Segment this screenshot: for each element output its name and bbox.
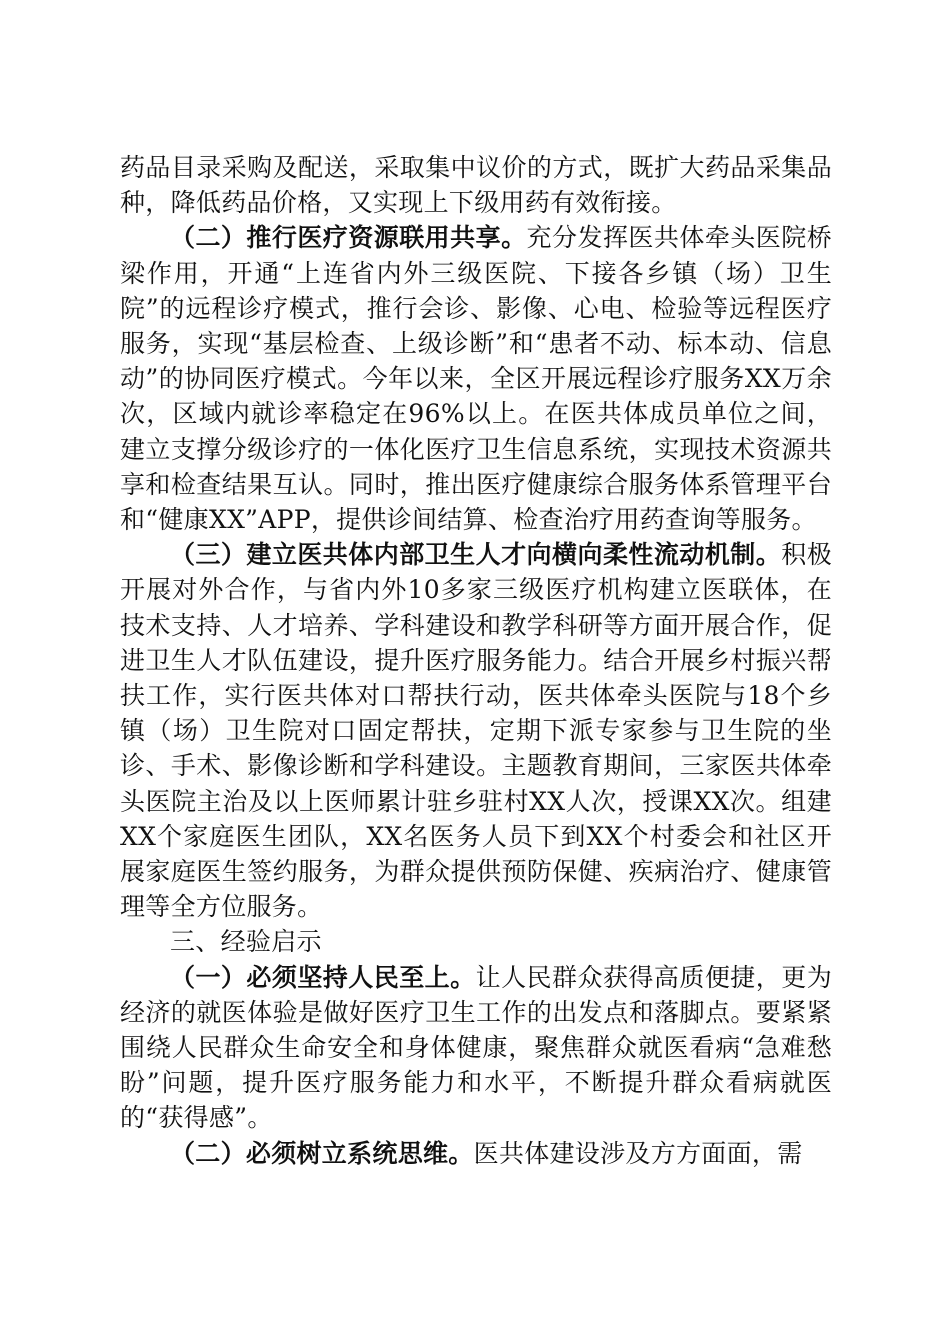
paragraph-text: 积极开展对外合作，与省内外10多家三级医疗机构建立医联体，在技术支持、人才培养、学科建设和教学科研等方面开展合作，促进卫生人才队伍建设，提升医疗服务能力。结合开展乡村振兴帮扶工作，实行医共体对口帮扶行动，医共体牵头医院与18个乡镇（场）卫生院对口固定帮扶，定期下派专家参与卫生院的坐诊、手术、影像诊断和学科建设。主题教育期间，三家医共体牵头医院主治及以上医师累计驻乡驻村XX人次，授课XX次。组建XX个家庭医生团队，XX名医务人员下到XX个村委会和社区开展家庭医生签约服务，为群众提供预防保健、疾病治疗、健康管理等全方位服务。 (120, 540, 833, 922)
paragraph-system-thinking (120, 1136, 832, 1171)
document-body (120, 150, 832, 1171)
paragraph-lead: （三）建立医共体内部卫生人才向横向柔性流动机制。 (170, 540, 782, 570)
paragraph-text: 让人民群众获得高质便捷，更为经济的就医体验是做好医疗卫生工作的出发点和落脚点。要紧紧围绕人民群众生命安全和身体健康，聚焦群众就医看病“急难愁盼”问题，提升医疗服务能力和水平，不断提升群众看病就医的“获得感”。 (120, 962, 833, 1133)
paragraph-lead: （二）推行医疗资源联用共享。 (170, 223, 527, 253)
paragraph-text: 医共体建设涉及方方面面，需 (473, 1138, 803, 1168)
paragraph-resource-sharing (120, 220, 832, 537)
paragraph-talent-flow (120, 537, 832, 924)
paragraph-lead: （一）必须坚持人民至上。 (170, 962, 476, 992)
paragraph-text: 药品目录采购及配送，采取集中议价的方式，既扩大药品采集品种，降低药品价格，又实现上下级用药有效衔接。 (120, 153, 832, 218)
paragraph-continuation (120, 150, 832, 220)
section-heading: 三、经验启示 (170, 927, 322, 957)
paragraph-people-first (120, 960, 832, 1136)
paragraph-lead: （二）必须树立系统思维。 (170, 1138, 474, 1168)
paragraph-text: 充分发挥医共体牵头医院桥梁作用，开通“上连省内外三级医院、下接各乡镇（场）卫生院”的远程诊疗模式，推行会诊、影像、心电、检验等远程医疗服务，实现“基层检查、上级诊断”和“患者不动、标本动、信息动”的协同医疗模式。今年以来，全区开展远程诊疗服务XX万余次，区域内就诊率稳定在96%以上。在医共体成员单位之间，建立支撑分级诊疗的一体化医疗卫生信息系统，实现技术资源共享和检查结果互认。同时，推出医疗健康综合服务体系管理平台和“健康XX”APP，提供诊间结算、检查治疗用药查询等服务。 (120, 223, 832, 535)
